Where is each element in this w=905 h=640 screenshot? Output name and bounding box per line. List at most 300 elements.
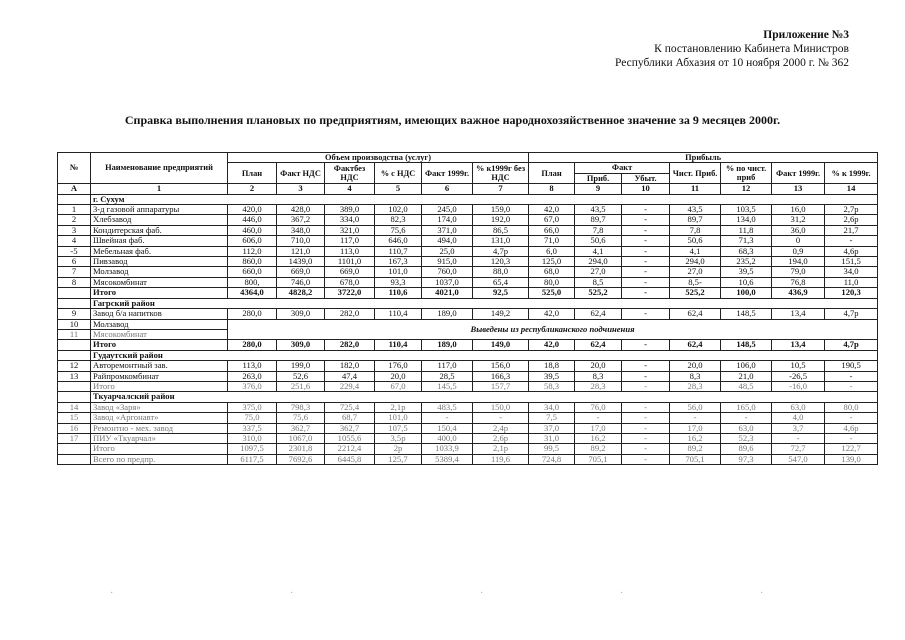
- col-header-profit-plan: План: [529, 163, 575, 184]
- value-cell: 88,0: [473, 267, 529, 277]
- value-cell: 280,0: [228, 309, 277, 319]
- value-cell: 4,7р: [825, 309, 878, 319]
- value-cell: 7,5: [529, 413, 575, 423]
- value-cell: 80,0: [529, 277, 575, 287]
- value-cell: 157,7: [473, 381, 529, 391]
- value-cell: 229,4: [325, 381, 375, 391]
- value-cell: 58,3: [529, 381, 575, 391]
- enterprise-name: Молзавод: [91, 267, 228, 277]
- value-cell: 120,3: [825, 288, 878, 298]
- value-cell: 7,8: [575, 225, 622, 235]
- total-row-gagra: [58, 340, 878, 350]
- table-row: [58, 215, 878, 225]
- value-cell: 400,0: [422, 433, 473, 443]
- document-title: Справка выполнения плановых по предприятиям, имеющих важное народнохозяйственное значение за 9 месяцев 2000г.: [124, 113, 781, 127]
- value-cell: 428,0: [277, 205, 325, 215]
- value-cell: 106,0: [721, 361, 772, 371]
- row-number: [58, 288, 91, 298]
- value-cell: 159,0: [473, 205, 529, 215]
- value-cell: 110,4: [375, 340, 422, 350]
- enterprise-name: Итого: [91, 444, 228, 454]
- enterprise-name: Итого: [91, 381, 228, 391]
- value-cell: 101,0: [375, 267, 422, 277]
- value-cell: 4,7р: [473, 246, 529, 256]
- value-cell: -: [622, 454, 670, 464]
- enterprise-name: Швейная фаб.: [91, 236, 228, 246]
- value-cell: 66,0: [529, 225, 575, 235]
- enterprise-name: ПИУ «Ткуарчал»: [91, 433, 228, 443]
- value-cell: 669,0: [325, 267, 375, 277]
- value-cell: -: [622, 205, 670, 215]
- value-cell: -: [622, 402, 670, 412]
- group-number: [58, 392, 91, 402]
- table-row: [58, 236, 878, 246]
- value-cell: 16,2: [670, 433, 721, 443]
- value-cell: 121,0: [277, 246, 325, 256]
- table-row: [58, 246, 878, 256]
- value-cell: 151,5: [825, 257, 878, 267]
- value-cell: 334,0: [325, 215, 375, 225]
- column-number: 14: [825, 184, 878, 194]
- value-cell: 10,5: [772, 361, 825, 371]
- row-number: 9: [58, 309, 91, 319]
- value-cell: 367,2: [277, 215, 325, 225]
- col-header-fact-no-nds: Фактбез НДС: [325, 163, 375, 184]
- row-number: [58, 340, 91, 350]
- value-cell: -: [622, 215, 670, 225]
- value-cell: 446,0: [228, 215, 277, 225]
- value-cell: 102,0: [375, 205, 422, 215]
- value-cell: 110,7: [375, 246, 422, 256]
- value-cell: 4,1: [670, 246, 721, 256]
- value-cell: 1037,0: [422, 277, 473, 287]
- value-cell: 309,0: [277, 340, 325, 350]
- value-cell: -: [622, 267, 670, 277]
- value-cell: 125,7: [375, 454, 422, 464]
- value-cell: -: [622, 371, 670, 381]
- value-cell: 34,0: [825, 267, 878, 277]
- value-cell: 282,0: [325, 309, 375, 319]
- value-cell: 174,0: [422, 215, 473, 225]
- column-number: А: [58, 184, 91, 194]
- value-cell: 375,0: [228, 402, 277, 412]
- value-cell: 80,0: [825, 402, 878, 412]
- column-number: 6: [422, 184, 473, 194]
- column-number: 9: [575, 184, 622, 194]
- value-cell: 4021,0: [422, 288, 473, 298]
- value-cell: 148,5: [721, 340, 772, 350]
- value-cell: 746,0: [277, 277, 325, 287]
- value-cell: 107,5: [375, 423, 422, 433]
- value-cell: 337,5: [228, 423, 277, 433]
- enterprise-name: Завод «Заря»: [91, 402, 228, 412]
- table-row: [58, 309, 878, 319]
- value-cell: 8,3: [670, 371, 721, 381]
- value-cell: 371,0: [422, 225, 473, 235]
- group-number: [58, 350, 91, 360]
- col-header-income: Приб.: [575, 173, 622, 183]
- row-number: 10: [58, 319, 91, 329]
- value-cell: 92,5: [473, 288, 529, 298]
- value-cell: 113,0: [325, 246, 375, 256]
- value-cell: -: [670, 413, 721, 423]
- value-cell: 2212,4: [325, 444, 375, 454]
- value-cell: 21,7: [825, 225, 878, 235]
- value-cell: 89,7: [670, 215, 721, 225]
- value-cell: 294,0: [670, 257, 721, 267]
- value-cell: 263,0: [228, 371, 277, 381]
- value-cell: 11,8: [721, 225, 772, 235]
- group-number: [58, 298, 91, 308]
- value-cell: 2р: [375, 444, 422, 454]
- value-cell: 100,0: [721, 288, 772, 298]
- value-cell: 460,0: [228, 225, 277, 235]
- value-cell: 2,6р: [473, 433, 529, 443]
- group-gudauta: [58, 350, 878, 360]
- value-cell: 4364,0: [228, 288, 277, 298]
- value-cell: 606,0: [228, 236, 277, 246]
- table-row: [58, 277, 878, 287]
- group-sukhum: [58, 194, 878, 204]
- enterprise-name: Мебельная фаб.: [91, 246, 228, 256]
- value-cell: 63,0: [772, 402, 825, 412]
- value-cell: 8,3: [575, 371, 622, 381]
- value-cell: 710,0: [277, 236, 325, 246]
- group-tkuarchal: [58, 392, 878, 402]
- value-cell: 75,6: [375, 225, 422, 235]
- value-cell: -: [622, 433, 670, 443]
- value-cell: 362,7: [325, 423, 375, 433]
- value-cell: 68,0: [529, 267, 575, 277]
- value-cell: 646,0: [375, 236, 422, 246]
- value-cell: 525,0: [529, 288, 575, 298]
- value-cell: 167,3: [375, 257, 422, 267]
- value-cell: 89,7: [575, 215, 622, 225]
- report-table: [57, 152, 878, 465]
- value-cell: -: [825, 381, 878, 391]
- value-cell: 28,3: [670, 381, 721, 391]
- value-cell: 724,8: [529, 454, 575, 464]
- value-cell: 150,0: [473, 402, 529, 412]
- value-cell: 0: [772, 236, 825, 246]
- value-cell: 113,0: [228, 361, 277, 371]
- column-number: 10: [622, 184, 670, 194]
- value-cell: 16,0: [772, 205, 825, 215]
- col-header-profit-fact: Факт: [575, 163, 670, 173]
- value-cell: 5389,4: [422, 454, 473, 464]
- column-number-row: [58, 184, 878, 194]
- value-cell: 2,4р: [473, 423, 529, 433]
- value-cell: 103,5: [721, 205, 772, 215]
- value-cell: 376,0: [228, 381, 277, 391]
- row-number: -5: [58, 246, 91, 256]
- value-cell: 166,3: [473, 371, 529, 381]
- value-cell: 1097,5: [228, 444, 277, 454]
- value-cell: 282,0: [325, 340, 375, 350]
- value-cell: -: [622, 277, 670, 287]
- value-cell: 89,2: [670, 444, 721, 454]
- value-cell: 56,0: [670, 402, 721, 412]
- value-cell: 2,6р: [825, 215, 878, 225]
- value-cell: 117,0: [422, 361, 473, 371]
- value-cell: 63,0: [721, 423, 772, 433]
- value-cell: 52,3: [721, 433, 772, 443]
- value-cell: -: [473, 413, 529, 423]
- value-cell: 11,0: [825, 277, 878, 287]
- row-number: 15: [58, 413, 91, 423]
- value-cell: 189,0: [422, 309, 473, 319]
- value-cell: 67,0: [375, 381, 422, 391]
- page-edge-marks: · · · · ·: [110, 588, 764, 599]
- enterprise-name: 3-д газовой аппаратуры: [91, 205, 228, 215]
- group-number: [58, 194, 91, 204]
- col-header-number: №: [58, 153, 91, 184]
- value-cell: 47,4: [325, 371, 375, 381]
- value-cell: -: [622, 225, 670, 235]
- value-cell: -: [622, 444, 670, 454]
- enterprise-name: Хлебзавод: [91, 215, 228, 225]
- value-cell: -: [721, 413, 772, 423]
- value-cell: 189,0: [422, 340, 473, 350]
- table-row: [58, 371, 878, 381]
- value-cell: 42,0: [529, 309, 575, 319]
- value-cell: 110,4: [375, 309, 422, 319]
- enterprise-name: Пивзавод: [91, 257, 228, 267]
- value-cell: 3722,0: [325, 288, 375, 298]
- value-cell: 131,0: [473, 236, 529, 246]
- value-cell: 348,0: [277, 225, 325, 235]
- value-cell: 50,6: [575, 236, 622, 246]
- value-cell: 50,6: [670, 236, 721, 246]
- value-cell: 7692,6: [277, 454, 325, 464]
- value-cell: 68,3: [721, 246, 772, 256]
- row-number: 3: [58, 225, 91, 235]
- value-cell: 71,0: [529, 236, 575, 246]
- table-row: [58, 267, 878, 277]
- value-cell: -: [622, 257, 670, 267]
- table-row: [58, 205, 878, 215]
- value-cell: 39,5: [721, 267, 772, 277]
- appendix-label: Приложение №3: [763, 29, 849, 41]
- value-cell: 110,6: [375, 288, 422, 298]
- value-cell: 165,0: [721, 402, 772, 412]
- row-number: 17: [58, 433, 91, 443]
- enterprise-name: Кондитерская фаб.: [91, 225, 228, 235]
- value-cell: 76,8: [772, 277, 825, 287]
- col-header-profit-pct-1999: % к 1999г.: [825, 163, 878, 184]
- value-cell: 1033,9: [422, 444, 473, 454]
- value-cell: -: [622, 288, 670, 298]
- value-cell: 4,7р: [825, 340, 878, 350]
- value-cell: 72,7: [772, 444, 825, 454]
- value-cell: 483,5: [422, 402, 473, 412]
- value-cell: 148,5: [721, 309, 772, 319]
- value-cell: -: [422, 413, 473, 423]
- value-cell: 547,0: [772, 454, 825, 464]
- value-cell: 99,5: [529, 444, 575, 454]
- col-header-pct-net: % по чист. приб: [721, 163, 772, 184]
- value-cell: 28,5: [422, 371, 473, 381]
- column-number: 4: [325, 184, 375, 194]
- total-row-sukhum: [58, 288, 878, 298]
- value-cell: 82,3: [375, 215, 422, 225]
- value-cell: 669,0: [277, 267, 325, 277]
- value-cell: -: [825, 371, 878, 381]
- value-cell: 6,0: [529, 246, 575, 256]
- value-cell: 3,5р: [375, 433, 422, 443]
- group-gagra: [58, 298, 878, 308]
- value-cell: 67,0: [529, 215, 575, 225]
- value-cell: -: [622, 361, 670, 371]
- value-cell: 21,0: [721, 371, 772, 381]
- col-header-pct-1999: % к1999г без НДС: [473, 163, 529, 184]
- row-number: 1: [58, 205, 91, 215]
- row-number: 4: [58, 236, 91, 246]
- value-cell: 89,2: [575, 444, 622, 454]
- value-cell: 725,4: [325, 402, 375, 412]
- value-cell: 139,0: [825, 454, 878, 464]
- value-cell: 145,5: [422, 381, 473, 391]
- total-row-gudauta: [58, 381, 878, 391]
- value-cell: 86,5: [473, 225, 529, 235]
- value-cell: 190,5: [825, 361, 878, 371]
- value-cell: 4,1: [575, 246, 622, 256]
- value-cell: 800,: [228, 277, 277, 287]
- value-cell: 20,0: [670, 361, 721, 371]
- group-label: Гагрский район: [91, 298, 878, 308]
- value-cell: 294,0: [575, 257, 622, 267]
- col-header-profit-fact-1999: Факт 1999г.: [772, 163, 825, 184]
- value-cell: 93,3: [375, 277, 422, 287]
- value-cell: 1055,6: [325, 433, 375, 443]
- value-cell: 89,6: [721, 444, 772, 454]
- row-number: 6: [58, 257, 91, 267]
- value-cell: 1067,0: [277, 433, 325, 443]
- value-cell: 117,0: [325, 236, 375, 246]
- column-number: 11: [670, 184, 721, 194]
- value-cell: 25,0: [422, 246, 473, 256]
- value-cell: 101,0: [375, 413, 422, 423]
- value-cell: 16,2: [575, 433, 622, 443]
- col-header-fact-1999: Факт 1999г.: [422, 163, 473, 184]
- value-cell: 4,6р: [825, 246, 878, 256]
- value-cell: 39,5: [529, 371, 575, 381]
- value-cell: 17,0: [670, 423, 721, 433]
- value-cell: 494,0: [422, 236, 473, 246]
- total-row-tkuarchal: [58, 444, 878, 454]
- value-cell: 31,0: [529, 433, 575, 443]
- value-cell: 436,9: [772, 288, 825, 298]
- value-cell: -: [622, 246, 670, 256]
- row-number: [58, 454, 91, 464]
- col-header-loss: Убыт.: [622, 173, 670, 183]
- value-cell: 1439,0: [277, 257, 325, 267]
- column-number: 13: [772, 184, 825, 194]
- resolution-line: К постановлению Кабинета Министров: [654, 43, 849, 55]
- col-header-name: Наименование предприятий: [91, 153, 228, 184]
- value-cell: -: [575, 413, 622, 423]
- value-cell: 2,1р: [375, 402, 422, 412]
- table-row: [58, 423, 878, 433]
- value-cell: 660,0: [228, 267, 277, 277]
- value-cell: 62,4: [575, 309, 622, 319]
- col-header-pct-nds: % с НДС: [375, 163, 422, 184]
- value-cell: 75,6: [277, 413, 325, 423]
- value-cell: 43,5: [670, 205, 721, 215]
- value-cell: -: [622, 413, 670, 423]
- value-cell: 309,0: [277, 309, 325, 319]
- value-cell: 310,0: [228, 433, 277, 443]
- value-cell: 705,1: [575, 454, 622, 464]
- table-row: [58, 433, 878, 443]
- enterprise-name: Ремонтно - мех. завод: [91, 423, 228, 433]
- table-row: [58, 402, 878, 412]
- value-cell: -: [825, 413, 878, 423]
- value-cell: 42,0: [529, 205, 575, 215]
- column-number: 12: [721, 184, 772, 194]
- value-cell: -: [622, 381, 670, 391]
- value-cell: 79,0: [772, 267, 825, 277]
- value-cell: 62,4: [670, 340, 721, 350]
- row-number: [58, 444, 91, 454]
- enterprise-name: Завод «Аргонавт»: [91, 413, 228, 423]
- value-cell: 245,0: [422, 205, 473, 215]
- value-cell: 4,0: [772, 413, 825, 423]
- row-number: 8: [58, 277, 91, 287]
- value-cell: 7,8: [670, 225, 721, 235]
- col-header-plan: План: [228, 163, 277, 184]
- value-cell: 525,2: [575, 288, 622, 298]
- value-cell: -: [622, 309, 670, 319]
- value-cell: 0,9: [772, 246, 825, 256]
- value-cell: 112,0: [228, 246, 277, 256]
- value-cell: 156,0: [473, 361, 529, 371]
- value-cell: 4828,2: [277, 288, 325, 298]
- value-cell: 43,5: [575, 205, 622, 215]
- value-cell: 18,8: [529, 361, 575, 371]
- value-cell: 6445,8: [325, 454, 375, 464]
- value-cell: 389,0: [325, 205, 375, 215]
- value-cell: 4,6р: [825, 423, 878, 433]
- value-cell: -: [622, 340, 670, 350]
- row-number: 16: [58, 423, 91, 433]
- enterprise-name: Итого: [91, 288, 228, 298]
- value-cell: 1101,0: [325, 257, 375, 267]
- value-cell: 678,0: [325, 277, 375, 287]
- enterprise-name: Райпромкомбинат: [91, 371, 228, 381]
- value-cell: 28,3: [575, 381, 622, 391]
- value-cell: 125,0: [529, 257, 575, 267]
- value-cell: 62,4: [670, 309, 721, 319]
- column-number: 7: [473, 184, 529, 194]
- value-cell: 2,1р: [473, 444, 529, 454]
- enterprise-name: Авторемонтный зав.: [91, 361, 228, 371]
- col-header-profit: Прибыль: [529, 153, 878, 163]
- enterprise-name: Завод б/а напитков: [91, 309, 228, 319]
- row-number: 14: [58, 402, 91, 412]
- value-cell: 182,0: [325, 361, 375, 371]
- value-cell: 235,2: [721, 257, 772, 267]
- col-header-net-profit: Чист. Приб.: [670, 163, 721, 184]
- value-cell: 8,5: [575, 277, 622, 287]
- table-row: [58, 361, 878, 371]
- group-label: Гудаутский район: [91, 350, 878, 360]
- group-label: Ткуарчалский район: [91, 392, 878, 402]
- value-cell: 3,7: [772, 423, 825, 433]
- value-cell: 42,0: [529, 340, 575, 350]
- value-cell: -: [825, 236, 878, 246]
- value-cell: 13,4: [772, 340, 825, 350]
